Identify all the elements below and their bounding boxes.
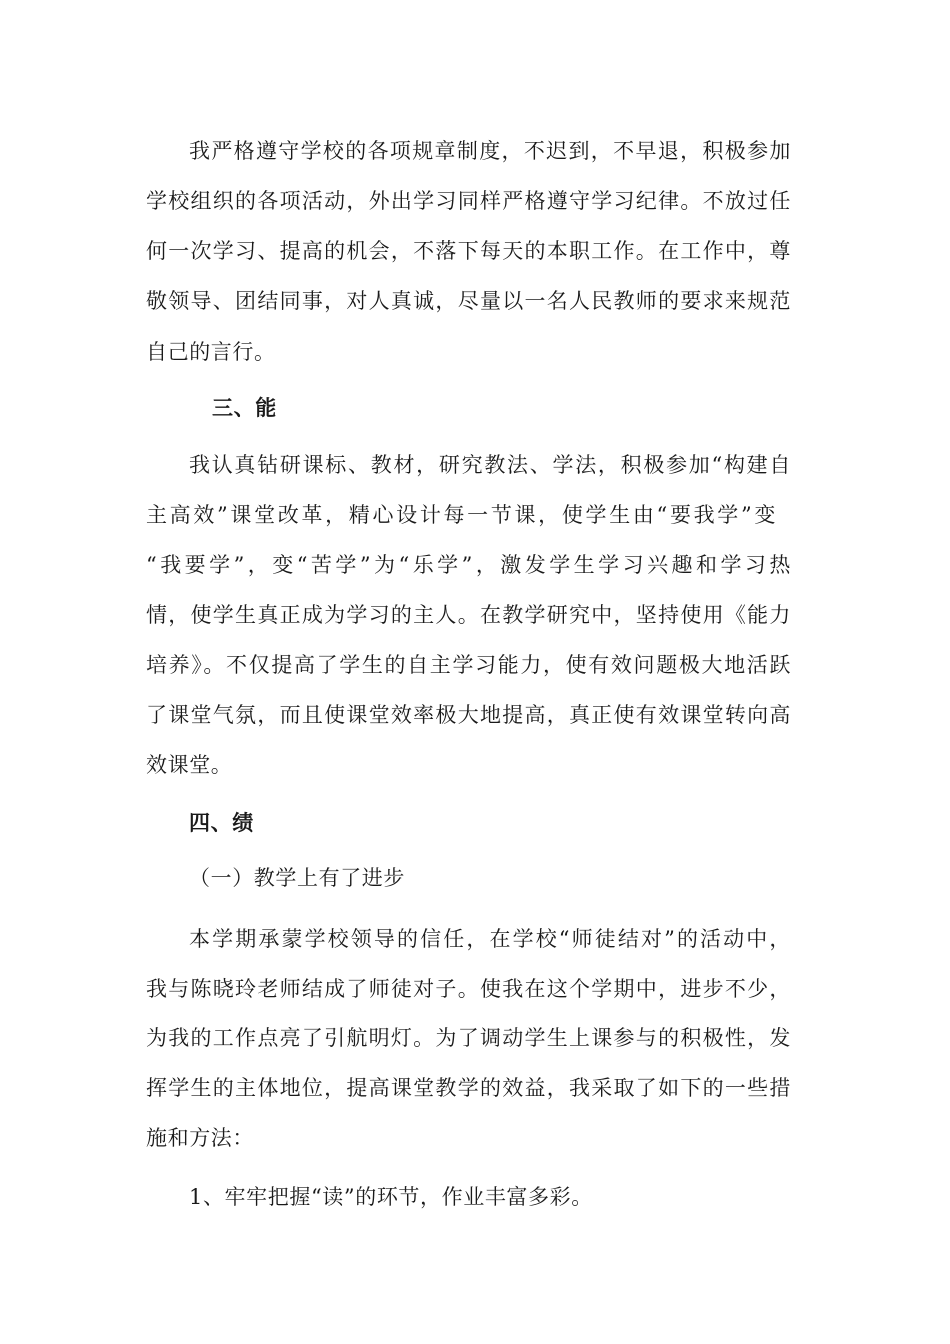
paragraph-line: 培养》。不仅提高了学生的自主学习能力，使有效问题极大地活跃: [146, 653, 791, 677]
paragraph-line: 效课堂。: [146, 753, 233, 777]
paragraph-line: “我要学”，变“苦学”为“乐学”，激发学生学习兴趣和学习热: [146, 553, 791, 577]
paragraph-line: 学校组织的各项活动，外出学习同样严格遵守学习纪律。不放过任: [146, 189, 791, 213]
paragraph-line: 主高效”课堂改革，精心设计每一节课，使学生由“要我学”变: [146, 503, 776, 527]
paragraph-line: 了课堂气氛，而且使课堂效率极大地提高，真正使有效课堂转向高: [146, 703, 791, 727]
paragraph-line: 本学期承蒙学校领导的信任，在学校“师徒结对”的活动中，: [189, 927, 791, 951]
paragraph-line: 我认真钻研课标、教材，研究教法、学法，积极参加“构建自: [189, 453, 791, 477]
paragraph-line: 我严格遵守学校的各项规章制度，不迟到，不早退，积极参加: [189, 139, 791, 163]
paragraph-line: 情，使学生真正成为学习的主人。在教学研究中，坚持使用《能力: [146, 603, 791, 627]
section-heading: 四、绩: [189, 810, 254, 835]
paragraph-line: 自己的言行。: [146, 340, 276, 364]
paragraph-line: 我与陈晓玲老师结成了师徒对子。使我在这个学期中，进步不少，: [146, 977, 791, 1001]
section-heading: 三、能: [212, 395, 277, 420]
paragraph-line: 挥学生的主体地位，提高课堂教学的效益，我采取了如下的一些措: [146, 1076, 791, 1100]
list-item: 1、牢牢把握“读”的环节，作业丰富多彩。: [189, 1185, 593, 1209]
paragraph-line: 何一次学习、提高的机会，不落下每天的本职工作。在工作中，尊: [146, 239, 791, 263]
paragraph-line: 为我的工作点亮了引航明灯。为了调动学生上课参与的积极性，发: [146, 1026, 791, 1050]
subsection-heading: （一）教学上有了进步: [189, 866, 405, 890]
paragraph-line: 施和方法：: [146, 1126, 254, 1150]
paragraph-line: 敬领导、团结同事，对人真诚，尽量以一名人民教师的要求来规范: [146, 289, 791, 313]
